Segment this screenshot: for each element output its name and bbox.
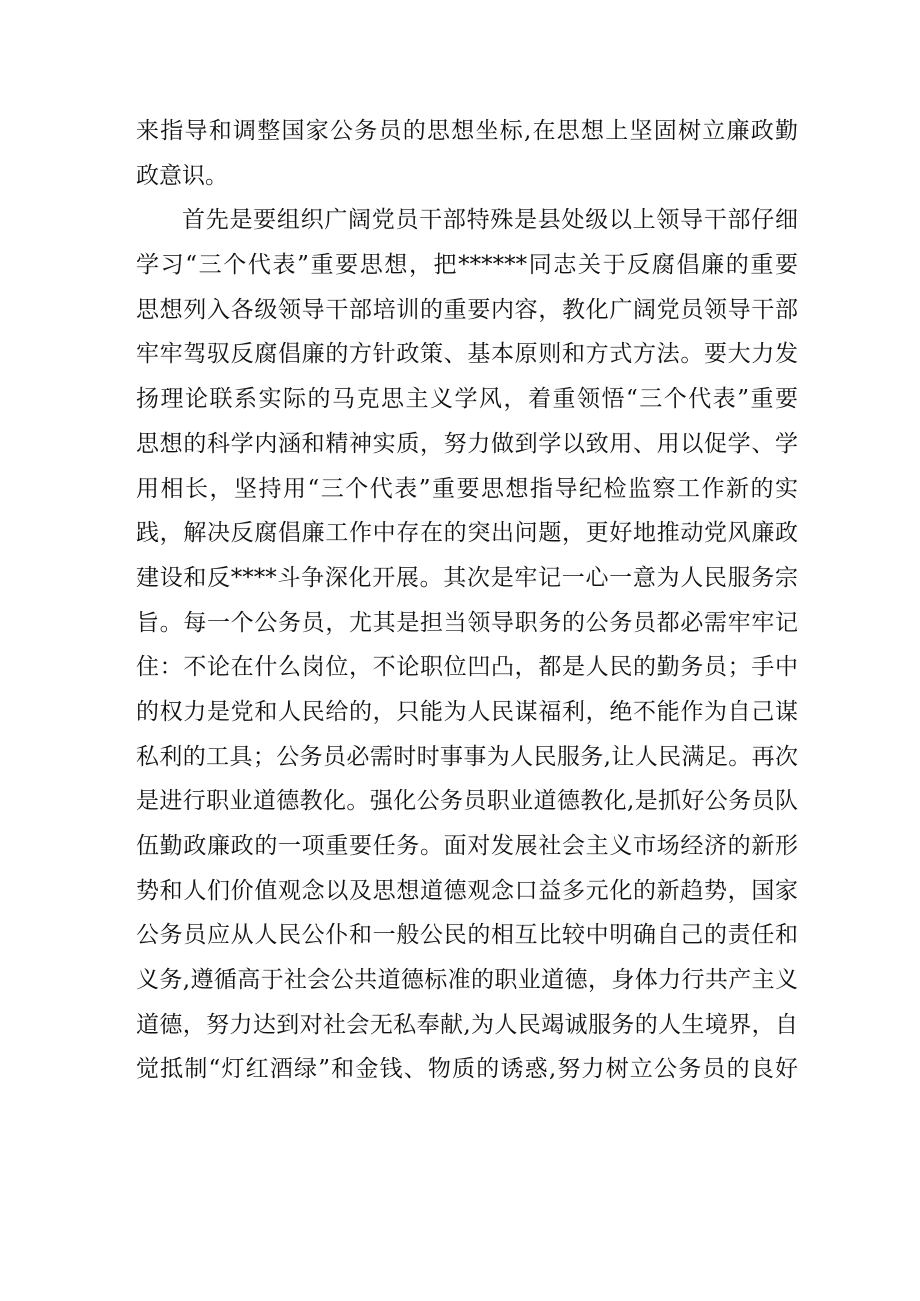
paragraph-first-line: 首先是要组织广阔党员干部特殊是县处级以上领导干部仔细 xyxy=(182,207,798,234)
text-line: 义务,遵循高于社会公共道德标准的职业道德，身体力行共产主义 xyxy=(136,967,798,994)
text-line: 公务员应从人民公仆和一般公民的相互比较中明确自己的责任和 xyxy=(136,922,798,949)
text-line: 伍勤政廉政的一项重要任务。面对发展社会主义市场经济的新形 xyxy=(136,833,798,859)
text-line: 觉抵制“灯红酒绿”和金钱、物质的诱惑,努力树立公务员的良好 xyxy=(136,1056,798,1083)
text-line: 用相长，坚持用“三个代表”重要思想指导纪检监察工作新的实 xyxy=(136,475,798,502)
text-line: 旨。每一个公务员，尤其是担当领导职务的公务员都必需牢牢记 xyxy=(136,609,798,636)
text-line: 是进行职业道德教化。强化公务员职业道德教化,是抓好公务员队 xyxy=(136,788,798,815)
text-line: 牢牢驾驭反腐倡廉的方针政策、基本原则和方式方法。要大力发 xyxy=(136,341,798,368)
text-line: 思想的科学内涵和精神实质，努力做到学以致用、用以促学、学 xyxy=(136,430,798,457)
text-line: 住：不论在什么岗位，不论职位凹凸，都是人民的勤务员；手中 xyxy=(136,654,798,681)
text-line: 学习“三个代表”重要思想，把******同志关于反腐倡廉的重要 xyxy=(136,252,798,279)
text-line: 践，解决反腐倡廉工作中存在的突出问题，更好地推动党风廉政 xyxy=(136,520,798,547)
text-line: 势和人们价值观念以及思想道德观念口益多元化的新趋势，国家 xyxy=(136,877,798,904)
text-line: 政意识。 xyxy=(136,162,228,189)
body-text xyxy=(136,109,798,1092)
text-line: 建设和反****斗争深化开展。其次是牢记一心一意为人民服务宗 xyxy=(136,564,798,591)
text-line: 扬理论联系实际的马克思主义学风，着重领悟“三个代表”重要 xyxy=(136,386,798,413)
text-line: 私利的工具；公务员必需时时事事为人民服务,让人民满足。再次 xyxy=(136,743,798,770)
text-line: 道德，努力达到对社会无私奉献,为人民竭诚服务的人生境界，自 xyxy=(136,1011,798,1038)
text-line: 思想列入各级领导干部培训的重要内容，教化广阔党员领导干部 xyxy=(136,296,798,323)
text-line: 来指导和调整国家公务员的思想坐标,在思想上坚固树立廉政勤 xyxy=(136,118,798,144)
text-line: 的权力是党和人民给的，只能为人民谋福利，绝不能作为自己谋 xyxy=(136,698,798,725)
